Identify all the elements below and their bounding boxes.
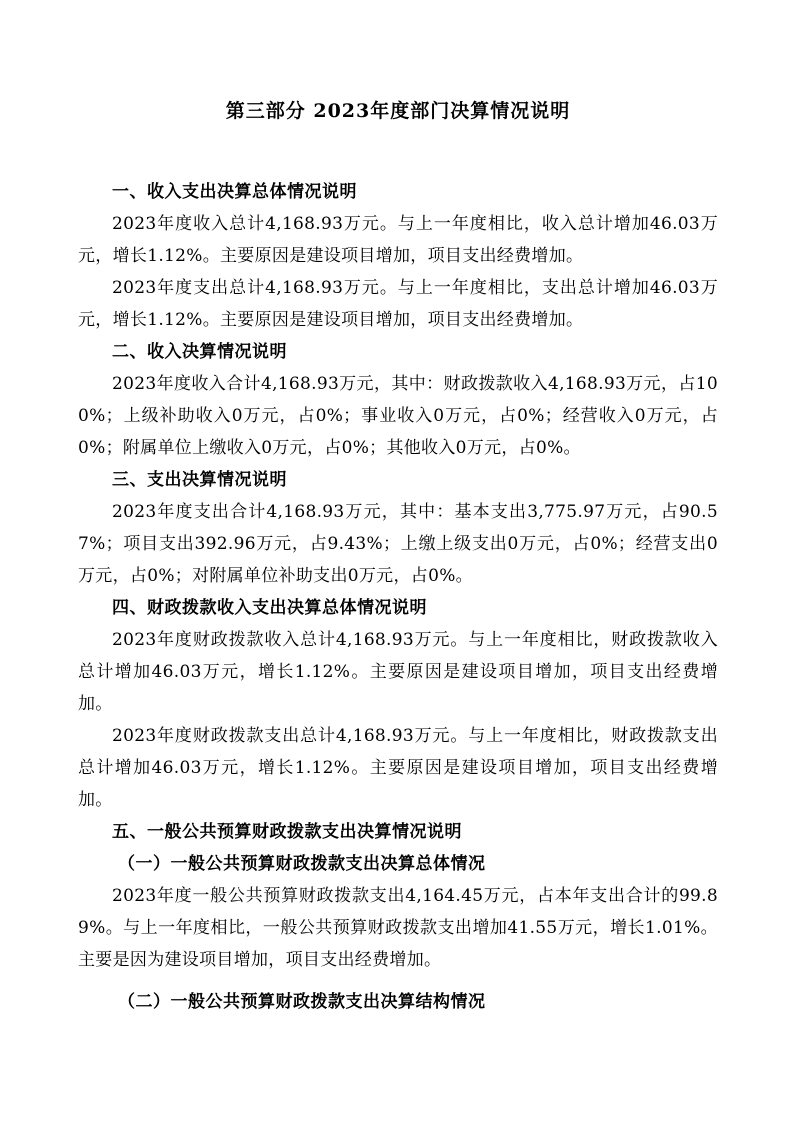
page-title: 第三部分 2023年度部门决算情况说明	[225, 100, 571, 122]
section-heading-2: 二、收入决算情况说明	[112, 342, 287, 362]
paragraph: 2023年度一般公共预算财政拨款支出4,164.45万元，占本年支出合计的99.89%。与上一年度相比，一般公共预算财政拨款支出增加41.55万元，增长1.01%。主要是因为建设项目增加，项目支出经费增加。	[78, 886, 718, 970]
section-heading-3: 三、支出决算情况说明	[112, 470, 287, 490]
document-body	[78, 176, 718, 1018]
subsection-heading-1: （一）一般公共预算财政拨款支出决算总体情况	[118, 854, 486, 874]
paragraph: 2023年度收入总计4,168.93万元。与上一年度相比，收入总计增加46.03万元，增长1.12%。主要原因是建设项目增加，项目支出经费增加。	[78, 214, 718, 266]
paragraph: 2023年度支出总计4,168.93万元。与上一年度相比，支出总计增加46.03万元，增长1.12%。主要原因是建设项目增加，项目支出经费增加。	[78, 278, 718, 330]
paragraph: 2023年度财政拨款收入总计4,168.93万元。与上一年度相比，财政拨款收入总计增加46.03万元，增长1.12%。主要原因是建设项目增加，项目支出经费增加。	[78, 630, 718, 714]
section-heading-5: 五、一般公共预算财政拨款支出决算情况说明	[112, 822, 462, 842]
paragraph: 2023年度支出合计4,168.93万元，其中：基本支出3,775.97万元，占90.57%；项目支出392.96万元，占9.43%；上缴上级支出0万元，占0%；经营支出0万元，占0%；对附属单位补助支出0万元，占0%。	[78, 502, 718, 586]
subsection-heading-2: （二）一般公共预算财政拨款支出决算结构情况	[118, 992, 486, 1012]
section-heading-1: 一、收入支出决算总体情况说明	[112, 182, 357, 202]
section-heading-4: 四、财政拨款收入支出决算总体情况说明	[112, 598, 427, 618]
paragraph: 2023年度财政拨款支出总计4,168.93万元。与上一年度相比，财政拨款支出总计增加46.03万元，增长1.12%。主要原因是建设项目增加，项目支出经费增加。	[78, 726, 718, 810]
paragraph: 2023年度收入合计4,168.93万元，其中：财政拨款收入4,168.93万元，占100%；上级补助收入0万元，占0%；事业收入0万元，占0%；经营收入0万元，占0%；附属单位上缴收入0万元，占0%；其他收入0万元，占0%。	[78, 374, 718, 458]
